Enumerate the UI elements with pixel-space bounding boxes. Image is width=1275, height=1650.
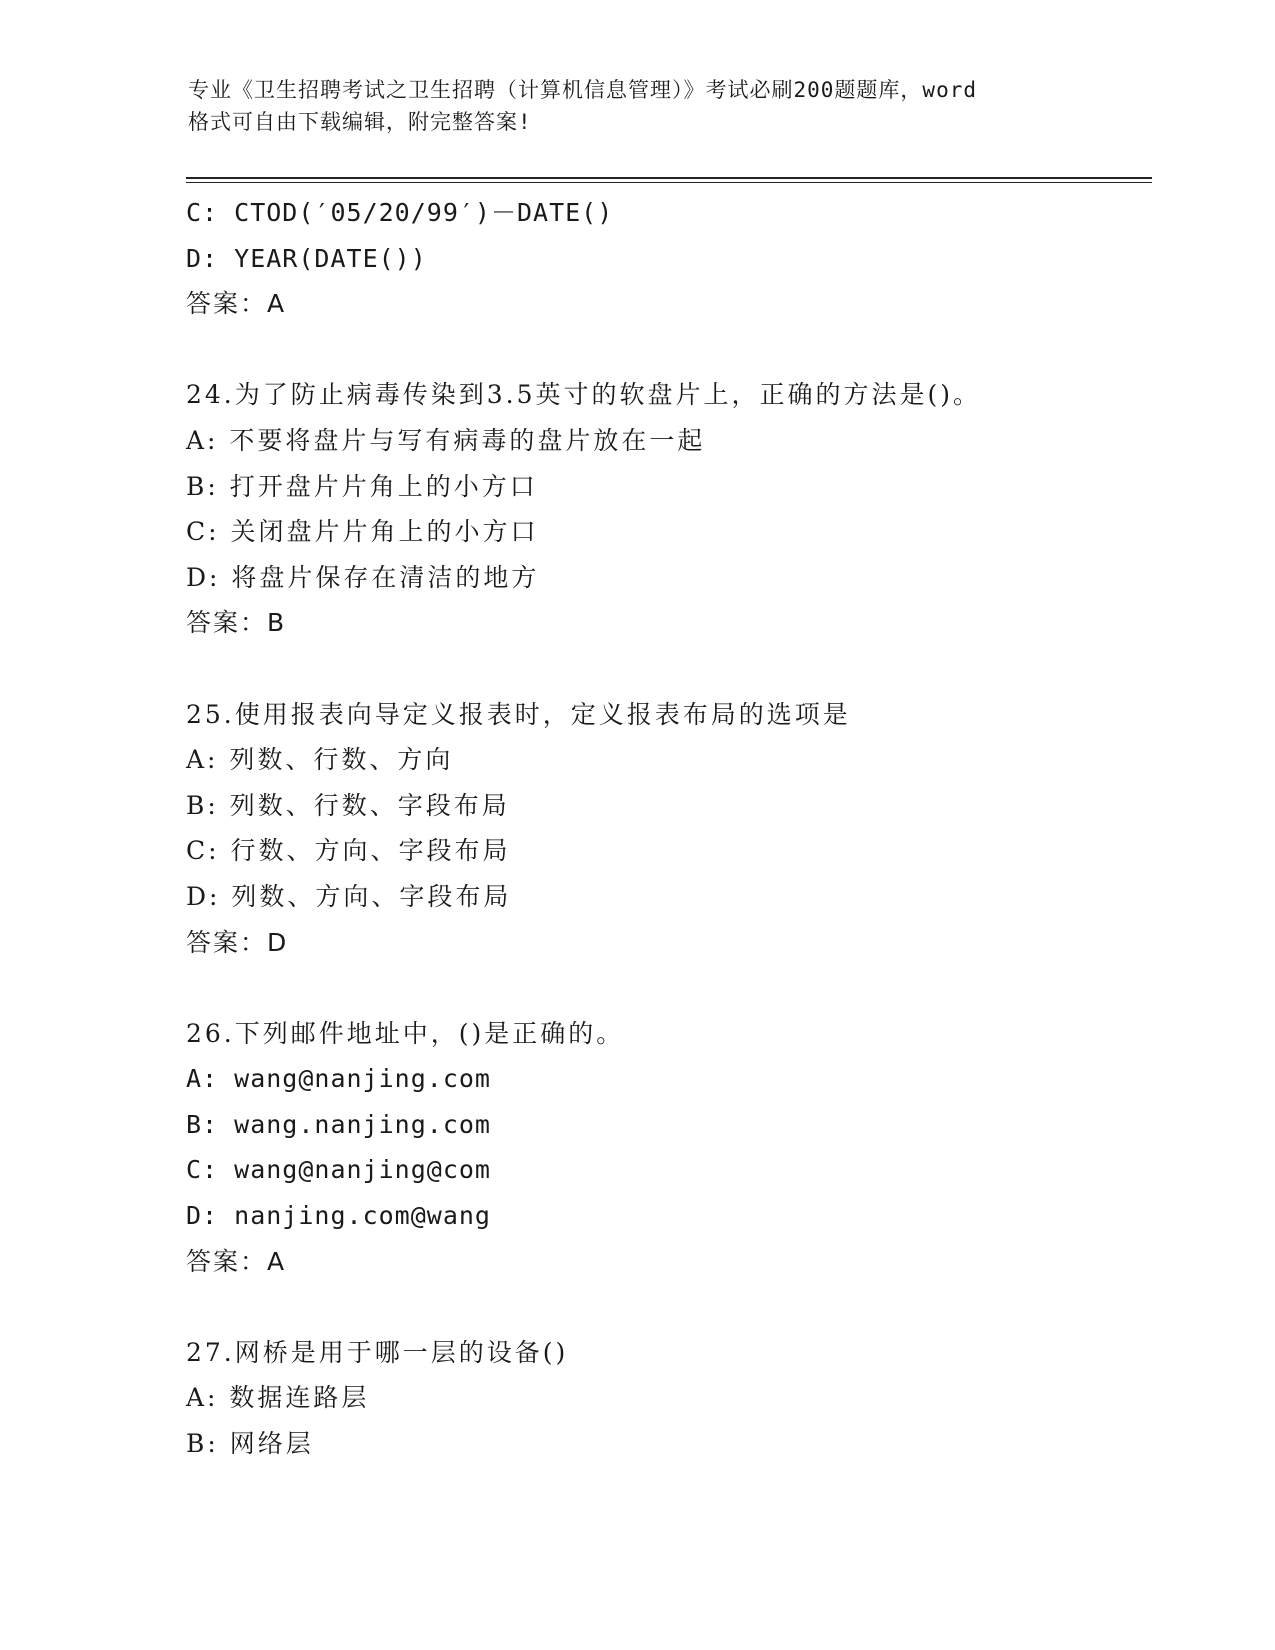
answer: 答案：D — [186, 927, 289, 957]
header-line-2: 格式可自由下载编辑，附完整答案! — [188, 110, 532, 134]
option-d: D: YEAR(DATE()) — [186, 243, 427, 273]
header-divider-thin — [186, 182, 1152, 183]
option-b: B: 网络层 — [186, 1429, 314, 1459]
answer: 答案：A — [186, 289, 287, 319]
spacer — [186, 327, 1146, 373]
option-b: B: wang.nanjing.com — [186, 1109, 491, 1139]
option-a: A: wang@nanjing.com — [186, 1064, 491, 1094]
option-c: C: CTOD(′05/20/99′)－DATE() — [186, 198, 614, 227]
spacer — [186, 646, 1146, 692]
option-b: B: 列数、行数、字段布局 — [186, 790, 510, 820]
option-b: B: 打开盘片片角上的小方口 — [186, 471, 538, 501]
option-a: A: 数据连路层 — [186, 1383, 370, 1413]
question-text: 24.为了防止病毒传染到3.5英寸的软盘片上，正确的方法是()。 — [186, 380, 982, 410]
answer: 答案：A — [186, 1246, 287, 1276]
question-text: 26.下列邮件地址中，()是正确的。 — [186, 1018, 625, 1048]
spacer — [186, 965, 1146, 1011]
question-text: 25.使用报表向导定义报表时，定义报表布局的选项是 — [186, 699, 851, 729]
question-26 — [186, 1011, 1146, 1285]
option-c: C: wang@nanjing@com — [186, 1155, 491, 1185]
header-divider-thick — [186, 177, 1152, 179]
question-text: 27.网桥是用于哪一层的设备() — [186, 1337, 569, 1367]
option-c: C: 行数、方向、字段布局 — [186, 836, 511, 866]
document-header — [188, 74, 1088, 138]
question-23 — [186, 190, 1146, 327]
question-25 — [186, 692, 1146, 966]
answer: 答案：B — [186, 608, 287, 638]
header-line-1: 专业《卫生招聘考试之卫生招聘（计算机信息管理）》考试必刷200题题库，word — [188, 78, 977, 102]
question-list — [186, 190, 1146, 1467]
question-27 — [186, 1330, 1146, 1467]
spacer — [186, 1284, 1146, 1330]
option-a: A: 不要将盘片与写有病毒的盘片放在一起 — [186, 425, 706, 455]
option-d: D: 列数、方向、字段布局 — [186, 881, 512, 911]
option-d: D: nanjing.com@wang — [186, 1201, 491, 1231]
option-c: C: 关闭盘片片角上的小方口 — [186, 517, 539, 547]
option-a: A: 列数、行数、方向 — [186, 745, 454, 775]
question-24 — [186, 372, 1146, 646]
option-d: D: 将盘片保存在清洁的地方 — [186, 562, 540, 592]
